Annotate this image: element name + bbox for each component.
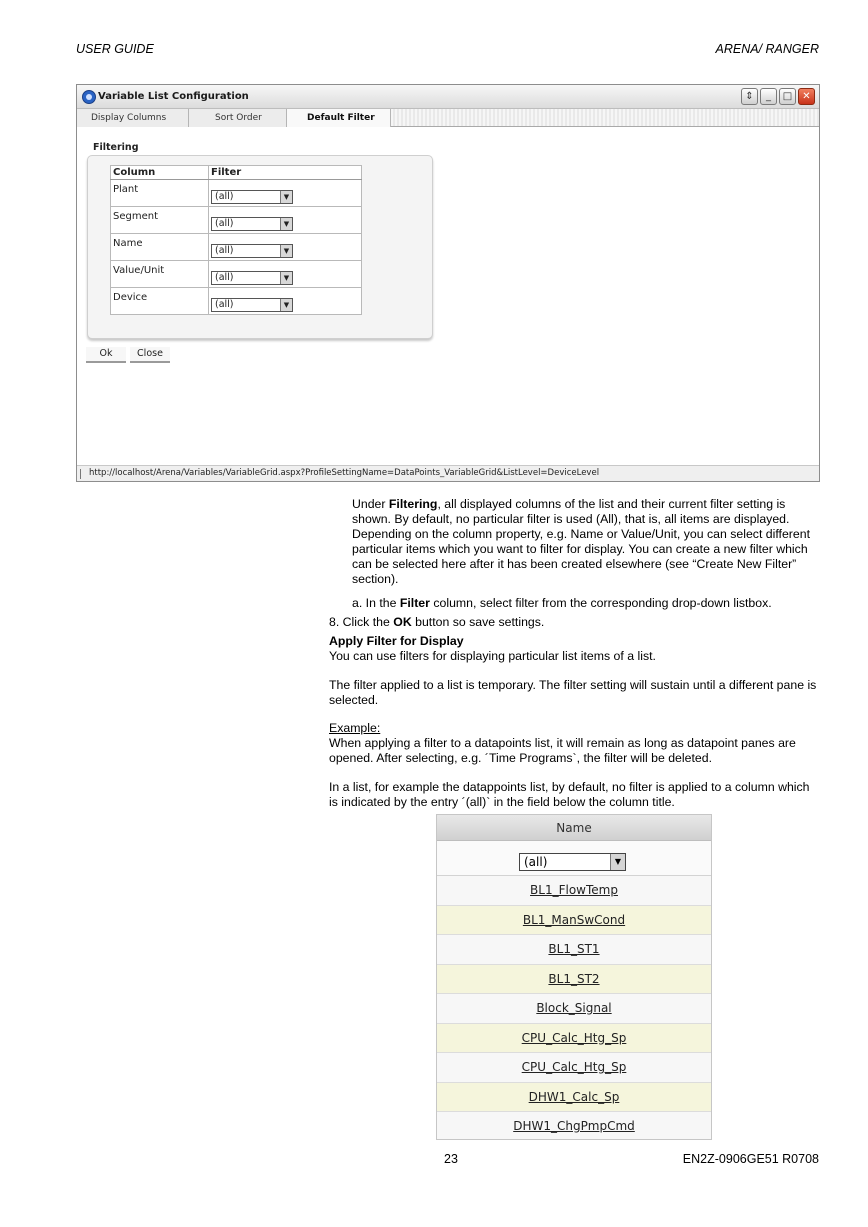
filter-select-value: (all) xyxy=(215,218,234,229)
step-8-pre: 8. Click the xyxy=(329,615,394,629)
filter-select-value: (all) xyxy=(215,245,234,256)
example-label: Example: xyxy=(329,721,381,735)
list-item[interactable]: CPU_Calc_Htg_Sp xyxy=(437,1053,711,1083)
chevron-down-icon: ▼ xyxy=(280,272,292,284)
tab-display-columns[interactable]: Display Columns xyxy=(77,109,189,127)
filter-select[interactable] xyxy=(211,271,293,285)
list-item[interactable]: BL1_FlowTemp xyxy=(437,876,711,906)
temporary-paragraph: The filter applied to a list is temporary. The filter setting will sustain until a different pane is selected. xyxy=(329,678,817,707)
header-left: USER GUIDE xyxy=(76,42,154,56)
list-item[interactable]: CPU_Calc_Htg_Sp xyxy=(437,1024,711,1054)
list-item[interactable]: BL1_ManSwCond xyxy=(437,906,711,936)
maximize-button[interactable]: □ xyxy=(779,88,796,105)
refresh-icon[interactable]: ⇕ xyxy=(741,88,758,105)
step-a-post: column, select filter from the corresponding drop-down listbox. xyxy=(429,596,772,610)
filter-table xyxy=(110,165,362,315)
step-a xyxy=(352,596,822,611)
status-bar-url: http://localhost/Arena/Variables/VariableGrid.aspx?ProfileSettingName=DataPoints_VariableGrid&ListLevel=DeviceLevel xyxy=(77,465,819,481)
use-filters-paragraph: You can use filters for displaying particular list items of a list. xyxy=(329,649,656,663)
filter-select[interactable] xyxy=(211,217,293,231)
page-number: 23 xyxy=(444,1152,458,1166)
column-header: Column xyxy=(111,166,209,180)
step-8-bold: OK xyxy=(393,615,412,629)
table-row xyxy=(111,234,362,261)
column-name: Value/Unit xyxy=(111,261,209,288)
intro-bold: Filtering xyxy=(388,497,438,511)
chevron-down-icon: ▼ xyxy=(280,245,292,257)
filter-select[interactable] xyxy=(211,244,293,258)
tab-sort-order[interactable]: Sort Order xyxy=(189,109,287,127)
column-name: Segment xyxy=(111,207,209,234)
name-filter-value: (all) xyxy=(524,855,548,869)
tab-default-filter[interactable]: Default Filter xyxy=(287,109,391,127)
intro-pre: Under xyxy=(352,497,389,511)
chevron-down-icon: ▼ xyxy=(280,218,292,230)
close-window-button[interactable]: ✕ xyxy=(798,88,815,105)
filter-select-value: (all) xyxy=(215,299,234,310)
intro-paragraph xyxy=(352,497,822,587)
filter-select[interactable] xyxy=(211,298,293,312)
filtering-label: Filtering xyxy=(93,142,139,153)
table-row xyxy=(111,261,362,288)
document-code: EN2Z-0906GE51 R0708 xyxy=(682,1152,819,1166)
column-name: Device xyxy=(111,288,209,315)
column-name: Name xyxy=(111,234,209,261)
variable-list-configuration-window xyxy=(76,84,820,482)
header-right: ARENA/ RANGER xyxy=(715,42,819,56)
step-a-pre: a. In the xyxy=(352,596,400,610)
name-filter-select[interactable] xyxy=(519,853,626,871)
chevron-down-icon: ▼ xyxy=(280,299,292,311)
section-heading: Apply Filter for Display xyxy=(329,634,464,648)
name-column-screenshot xyxy=(436,814,712,1140)
table-row xyxy=(111,207,362,234)
filter-header: Filter xyxy=(209,166,362,180)
title-bar xyxy=(77,85,819,109)
chevron-down-icon: ▼ xyxy=(610,854,625,870)
window-title: Variable List Configuration xyxy=(98,91,249,102)
list-item[interactable]: Block_Signal xyxy=(437,994,711,1024)
name-filter-row xyxy=(437,841,711,876)
chevron-down-icon: ▼ xyxy=(280,191,292,203)
intro-post: , all displayed columns of the list and their current filter setting is shown. By default, no particular filter is used (All), that is, all items are displayed. Depending on the column property, e.g. Name or Value/Unit, you can select different particular items which you want to filter for display. You can create a new filter which can be selected here after it has been created elsewhere (see “Create New Filter” section). xyxy=(352,497,810,586)
tab-bar xyxy=(77,109,819,127)
filter-select-value: (all) xyxy=(215,191,234,202)
list-item[interactable]: DHW1_ChgPmpCmd xyxy=(437,1112,711,1140)
table-row xyxy=(111,288,362,315)
example-paragraph: When applying a filter to a datapoints list, it will remain as long as datapoint panes are opened. After selecting, e.g. ´Time Programs`, the filter will be deleted. xyxy=(329,736,796,765)
step-8-post: button so save settings. xyxy=(411,615,545,629)
column-name: Plant xyxy=(111,180,209,207)
list-item[interactable]: DHW1_Calc_Sp xyxy=(437,1083,711,1113)
minimize-button[interactable]: _ xyxy=(760,88,777,105)
list-item[interactable]: BL1_ST2 xyxy=(437,965,711,995)
step-a-bold: Filter xyxy=(399,596,430,610)
list-item[interactable]: BL1_ST1 xyxy=(437,935,711,965)
app-icon xyxy=(82,90,96,104)
in-list-paragraph: In a list, for example the datappoints list, by default, no filter is applied to a column which is indicated by the entry ´(all)` in the field below the column title. xyxy=(329,780,810,809)
close-button[interactable]: Close xyxy=(130,347,170,363)
filter-select[interactable] xyxy=(211,190,293,204)
name-column-header: Name xyxy=(437,815,711,841)
filter-select-value: (all) xyxy=(215,272,234,283)
table-row xyxy=(111,180,362,207)
ok-button[interactable]: Ok xyxy=(86,347,126,363)
step-8 xyxy=(329,615,819,630)
